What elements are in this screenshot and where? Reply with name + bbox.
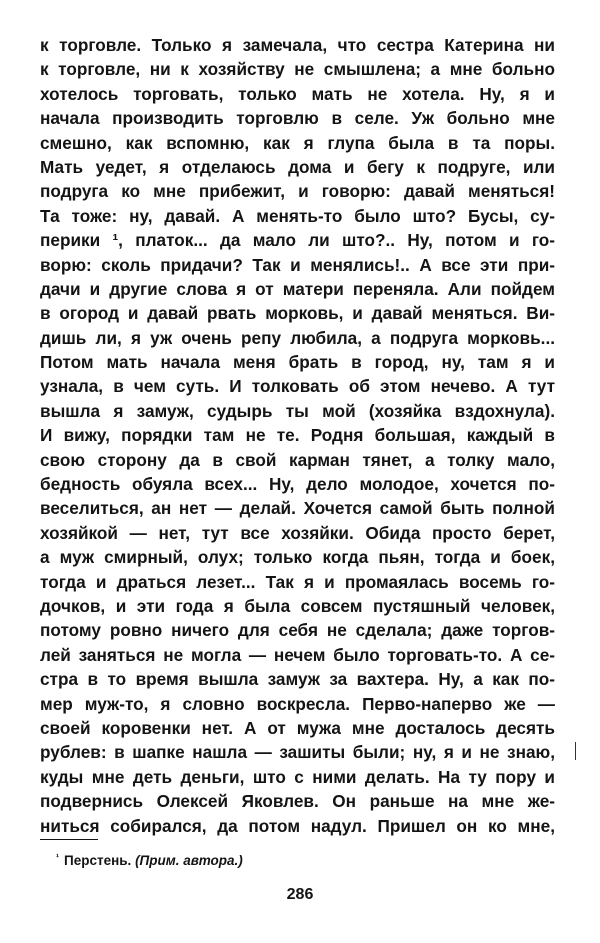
text-line: вышла я замуж, судырь ты мой (хозяйка вздохнула).	[40, 400, 555, 421]
page-number: 286	[286, 886, 314, 903]
text-line: к торговле. Только я замечала, что сестра Катерина ни	[40, 35, 555, 55]
text-line: в огород и давай рвать морковь, и давай меняться. Ви-	[40, 303, 555, 324]
text-line: тогда и драться лезет... Так я и промаялась восемь го-	[40, 571, 555, 592]
text-line: свою сторону да в свой карман тянет, а толку мало,	[40, 449, 555, 470]
text-line: ниться собирался, да потом надул. Пришел он ко мне,	[40, 815, 555, 836]
text-line: стра в то время вышла замуж за вахтера. Ну, а как по-	[40, 669, 555, 690]
text-line: Мать уедет, я отделаюсь дома и бегу к подруге, или	[40, 156, 555, 177]
text-line: И вижу, порядки там не те. Родня большая, каждый в	[40, 425, 555, 446]
footnote-divider	[40, 839, 98, 840]
margin-mark	[575, 742, 576, 760]
text-line: а муж смирный, олух; только когда пьян, тогда и боек,	[40, 547, 555, 568]
text-line: ворю: сколь придачи? Так и менялись!.. А все эти при-	[40, 254, 555, 275]
text-line: к торговле, ни к хозяйству не смышлена; а мне больно	[40, 59, 555, 80]
text-line: бедность обуяла всех... Ну, дело молодое, хочется по-	[40, 474, 555, 495]
text-line: подруга ко мне прибежит, и говорю: давай меняться!	[40, 181, 555, 202]
body-text	[40, 33, 555, 838]
text-line: дочков, и эти года я была совсем пустяшный человек,	[40, 595, 555, 616]
footnote-text: Перстень.	[64, 853, 132, 868]
text-line: Потом мать начала меня брать в город, ну, там я и	[40, 352, 555, 373]
text-line: лей заняться не могла — нечем было торговать-то. А се-	[40, 644, 555, 665]
text-line: мер муж-то, я словно воскресла. Перво-наперво же —	[40, 693, 555, 714]
text-line: дишь ли, я уж очень репу любила, а подруга морковь...	[40, 327, 555, 348]
text-line: веселиться, ан нет — делай. Хочется самой быть полной	[40, 498, 555, 519]
text-line: подвернись Олексей Яковлев. Он раньше на мне же-	[40, 791, 555, 812]
text-line: хозяйкой — нет, тут все хозяйки. Обида просто берет,	[40, 522, 555, 543]
text-line: узнала, в чем суть. И толковать об этом нечево. А тут	[40, 376, 555, 397]
text-line: дачи и другие слова я от матери переняла. Али пойдем	[40, 278, 555, 299]
text-line: хотелось торговать, только мать не хотела. Ну, я и	[40, 83, 555, 104]
text-line: своей коровенки нет. А от мужа мне досталось десять	[40, 717, 555, 738]
text-line: смешно, как вспомню, как я глупа была в та поры.	[40, 132, 555, 153]
text-line: перики ¹, платок... да мало ли што?.. Ну, потом и го-	[40, 230, 555, 251]
text-line: куды мне деть деньги, што с ними делать. На ту пору и	[40, 766, 555, 787]
text-line: потому ровно ничего для себя не сделала; даже торгов-	[40, 620, 555, 641]
footnote-marker: ¹	[56, 852, 59, 862]
text-line: начала производить торговлю в селе. Уж больно мне	[40, 108, 555, 129]
footnote	[56, 852, 243, 868]
text-line: Та тоже: ну, давай. А менять-то было што? Бусы, су-	[40, 205, 555, 226]
footnote-author-note: (Прим. автора.)	[135, 853, 243, 868]
text-line: рублев: в шапке нашла — зашиты были; ну, я и не знаю,	[40, 742, 555, 763]
